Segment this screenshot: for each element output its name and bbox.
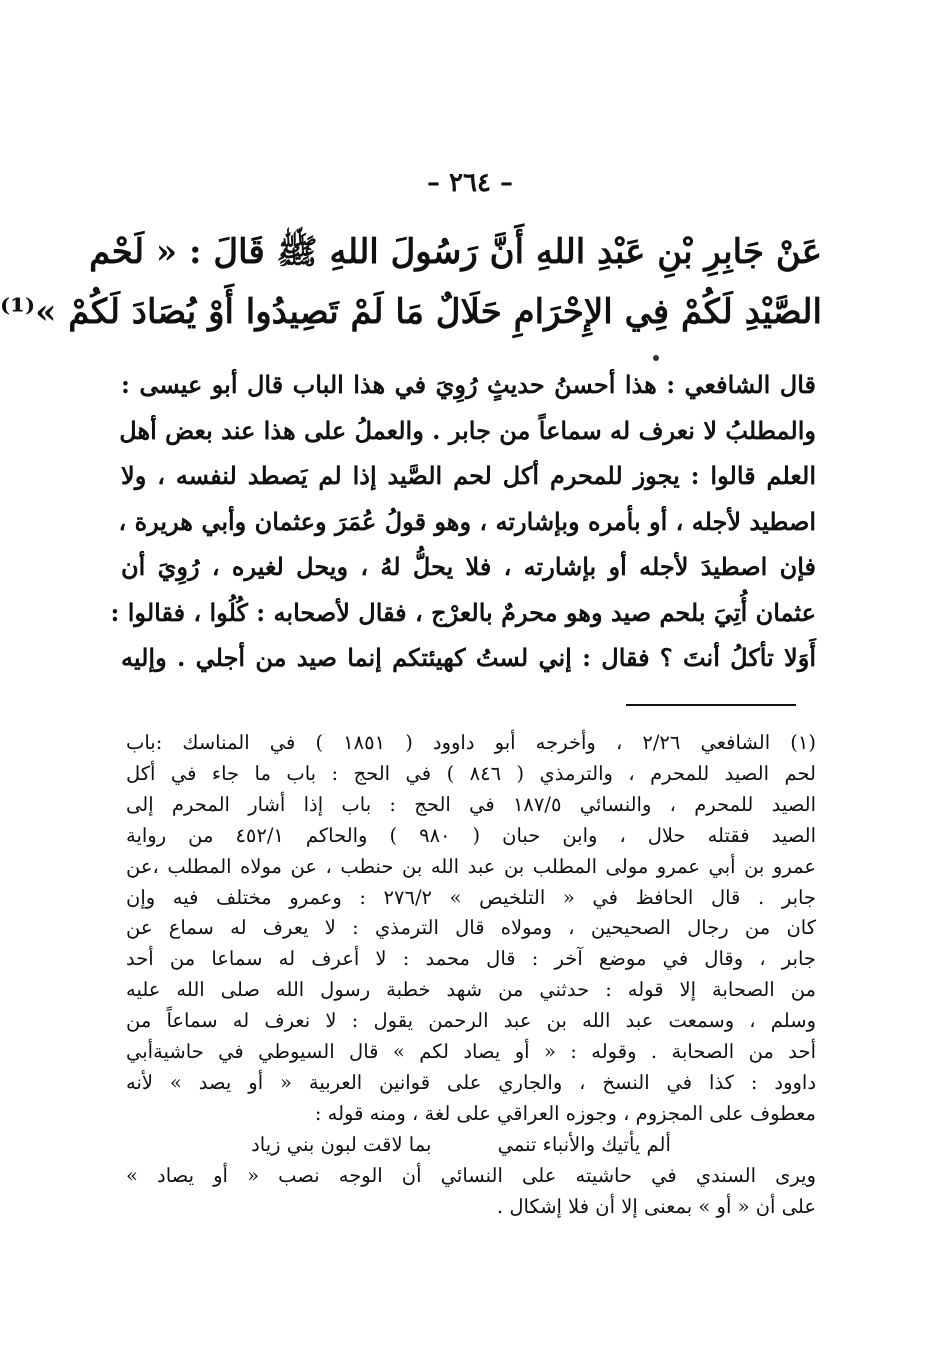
commentary-line: أَوَلا تأكلُ أنتَ ؟ فقال : إني لستُ كهيئتكم إنما صيد من أجلي . وإليه (121, 643, 816, 672)
page-number: – ٢٦٤ – (426, 168, 514, 198)
verse-hemistich-first: ألم يأتيك والأنباء تنمي (497, 1132, 671, 1156)
commentary-line: قال الشافعي : هذا أحسنُ حديثٍ رُوِيَ في هذا الباب قال أبو عيسى : (121, 370, 816, 399)
footnote-line: عمرو بن أبي عمرو مولى المطلب بن عبد الله بن حنطب ، عن مولاه المطلب ،عن (126, 854, 816, 878)
footnote-line: معطوف على المجزوم ، وجوزه العراقي على لغة ، ومنه قوله : (314, 1101, 816, 1125)
footnote-line: ويرى السندي في حاشيته على النسائي أن الوجه نصب « أو يصاد » (126, 1163, 816, 1187)
hadith-line: عَنْ جَابِرِ بْنِ عَبْدِ اللهِ أَنَّ رَسُولَ اللهِ ﷺ قَالَ : « لَحْم (89, 232, 822, 272)
footnote-line: كان من رجال الصحيحين ، ومولاه قال الترمذي : لا يعرف له سماع عن (126, 916, 816, 940)
ink-dot (653, 355, 659, 361)
footnote-line: الصيد للمحرم ، والنسائي ١٨٧/٥ في الحج : باب إذا أشار المحرم إلى (126, 792, 816, 816)
footnote-line: لحم الصيد للمحرم ، والترمذي ( ٨٤٦ ) في الحج : باب ما جاء في أكل (126, 761, 816, 785)
commentary-line: العلم قالوا : يجوز للمحرم أكل لحم الصَّيد إذا لم يَصطد لنفسه ، ولا (121, 461, 816, 490)
footnote-separator (626, 704, 796, 706)
verse-hemistich-second: بما لاقت لبون بني زياد (251, 1132, 432, 1156)
commentary-line: فإن اصطيدَ لأجله أو بإشارته ، فلا يحلُّ لهُ ، ويحل لغيره ، رُوِيَ أن (121, 552, 816, 581)
footnote-line: وسلم ، وسمعت عبد الله بن عبد الرحمن يقول : لا نعرف له سماعاً من (126, 1009, 816, 1033)
footnote-line: داوود : كذا في النسخ ، والجاري على قوانين العربية « أو يصد » لأنه (126, 1070, 816, 1094)
hadith-line: الصَّيْدِ لَكُمْ فِي الإِحْرَامِ حَلَالٌ مَا لَمْ تَصِيدُوا أَوْ يُصَادَ لَكُمْ »⁽¹⁾ (0, 292, 822, 332)
poetry-verse (126, 1130, 816, 1161)
footnote-line: جابر ، وقال في موضع آخر : قال محمد : لا أعرف له سماعا من أحد (126, 947, 816, 971)
footnote-line: من الصحابة إلا قوله : حدثني من شهد خطبة رسول الله صلى الله عليه (126, 978, 816, 1002)
commentary-line: اصطيد لأجله ، أو بأمره وبإشارته ، وهو قولُ عُمَرَ وعثمان وأبي هريرة ، (118, 506, 816, 536)
footnote-line: الصيد فقتله حلال ، وابن حبان ( ٩٨٠ ) والحاكم ٤٥٢/١ من رواية (126, 823, 816, 847)
commentary-line: والمطلبُ لا نعرف له سماعاً من جابر . والعملُ على هذا عند بعض أهل (119, 415, 816, 445)
footnote-line: جابر . قال الحافظ في « التلخيص » ٢٧٦/٢ : وعمرو مختلف فيه وإن (126, 885, 816, 909)
commentary-paragraph (110, 362, 816, 681)
footnote-line: (١) الشافعي ٢/٢٦ ، وأخرجه أبو داوود ( ١٨٥١ ) في المناسك :باب (126, 731, 816, 754)
footnote-line: على أن « أو » بمعنى إلا أن فلا إشكال . (496, 1194, 816, 1218)
footnote (126, 728, 816, 1223)
hadith-text (0, 222, 822, 342)
commentary-line: عثمان أُتِيَ بلحم صيد وهو محرمٌ بالعرْج ، فقال لأصحابه : كُلُوا ، فقالوا : (110, 597, 816, 627)
footnote-line: أحد من الصحابة . وقوله : « أو يصاد لكم » قال السيوطي في حاشيةأبي (126, 1040, 816, 1064)
